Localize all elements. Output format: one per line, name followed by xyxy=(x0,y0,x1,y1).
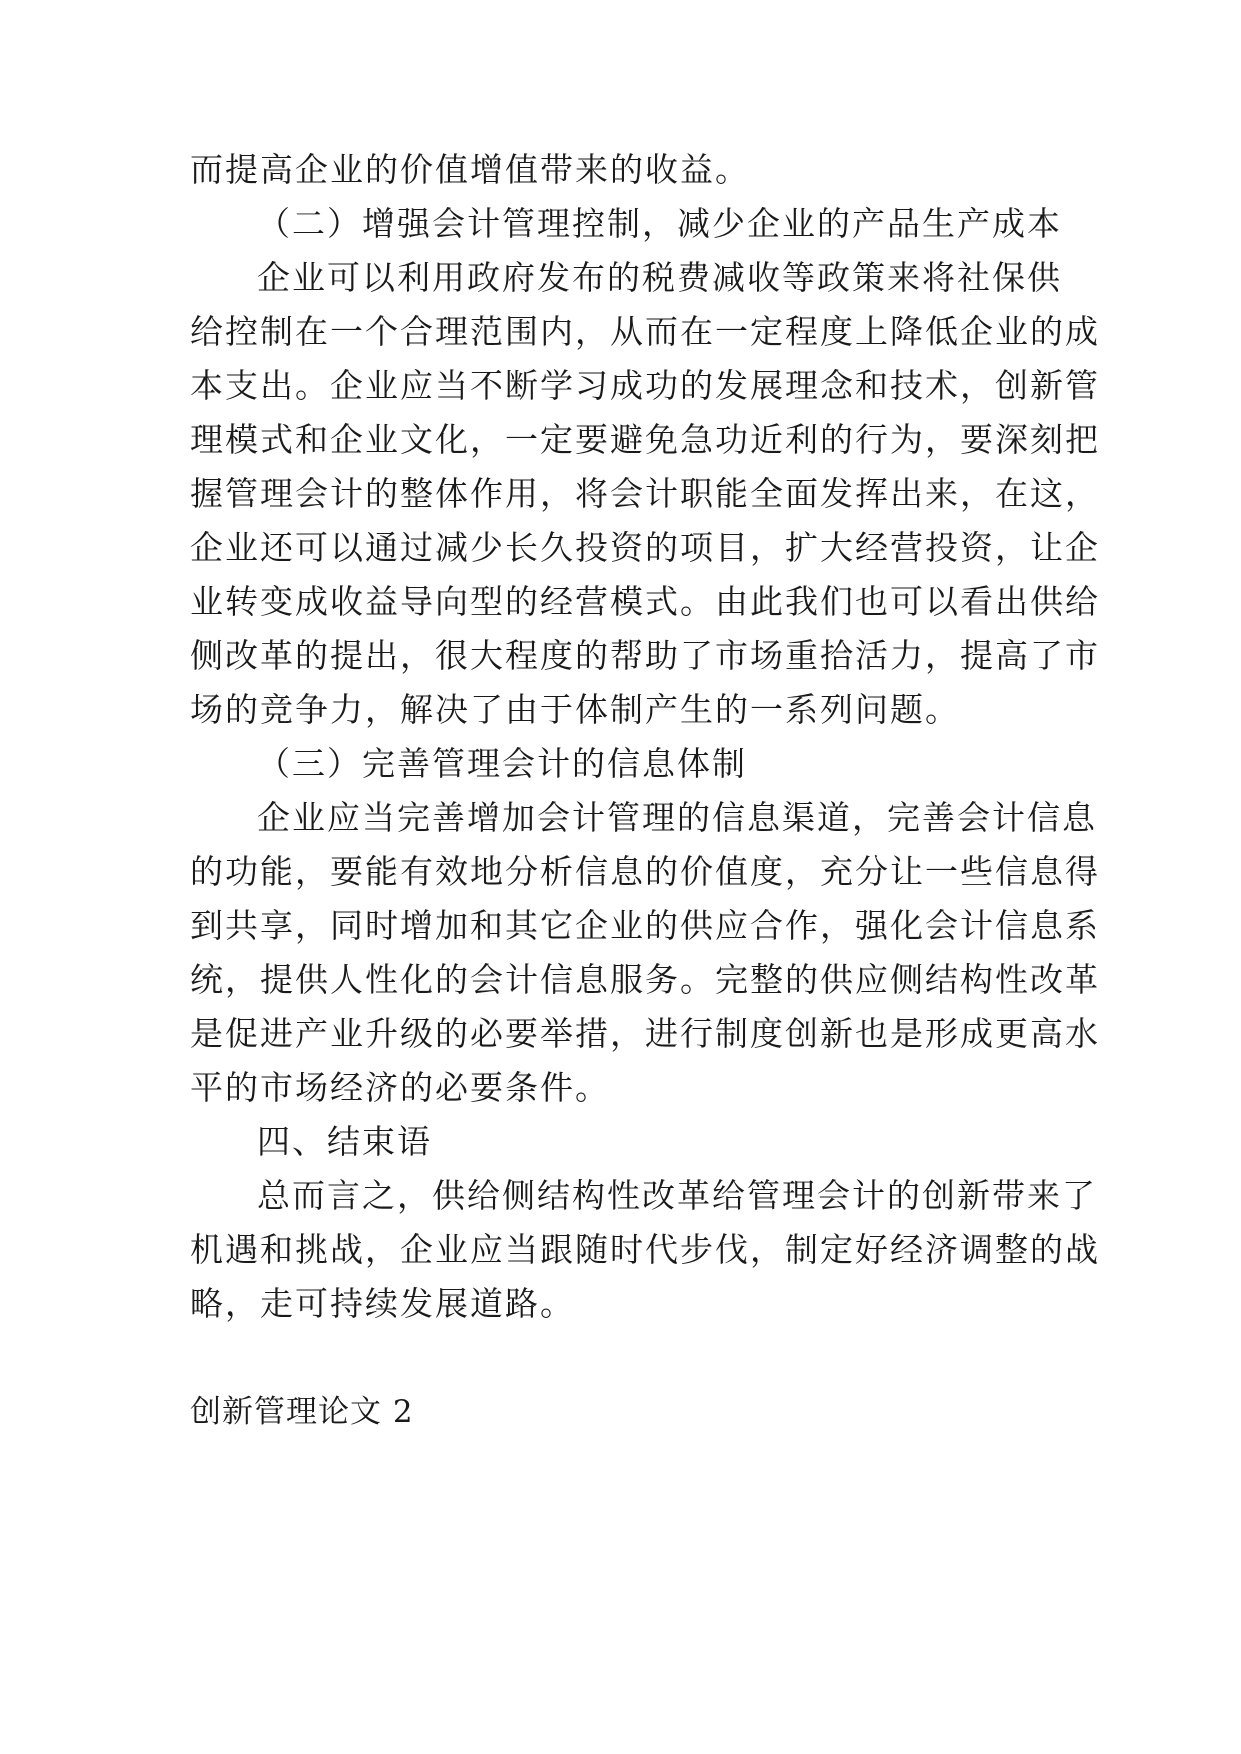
paragraph-line: 统，提供人性化的会计信息服务。完整的供应侧结构性改革 xyxy=(190,960,1100,999)
paragraph-line: 企业应当完善增加会计管理的信息渠道，完善会计信息 xyxy=(257,798,1097,837)
paragraph-line: 企业可以利用政府发布的税费减收等政策来将社保供 xyxy=(257,258,1062,297)
paragraph-line: 是促进产业升级的必要举措，进行制度创新也是形成更高水 xyxy=(190,1014,1100,1053)
paragraph-line: 理模式和企业文化，一定要避免急功近利的行为，要深刻把 xyxy=(190,420,1100,459)
paragraph-line: 握管理会计的整体作用，将会计职能全面发挥出来，在这， xyxy=(190,474,1100,513)
paragraph-line: 本支出。企业应当不断学习成功的发展理念和技术，创新管 xyxy=(190,366,1100,405)
paragraph-line: 到共享，同时增加和其它企业的供应合作，强化会计信息系 xyxy=(190,906,1100,945)
paragraph-line: 机遇和挑战，企业应当跟随时代步伐，制定好经济调整的战 xyxy=(190,1230,1100,1269)
paragraph-line: 企业还可以通过减少长久投资的项目，扩大经营投资，让企 xyxy=(190,528,1100,567)
section-heading: （三）完善管理会计的信息体制 xyxy=(257,744,747,783)
paragraph-line: 侧改革的提出，很大程度的帮助了市场重拾活力，提高了市 xyxy=(190,636,1100,675)
paragraph-line: 场的竞争力，解决了由于体制产生的一系列问题。 xyxy=(190,690,960,729)
paragraph-line: 略，走可持续发展道路。 xyxy=(190,1284,575,1323)
paragraph-line: 业转变成收益导向型的经营模式。由此我们也可以看出供给 xyxy=(190,582,1100,621)
paragraph-line: 给控制在一个合理范围内，从而在一定程度上降低企业的成 xyxy=(190,312,1100,351)
paragraph-line: 而提高企业的价值增值带来的收益。 xyxy=(190,150,750,189)
section-heading: （二）增强会计管理控制，减少企业的产品生产成本 xyxy=(257,204,1062,243)
section-heading: 四、结束语 xyxy=(257,1122,432,1161)
paragraph-line: 总而言之，供给侧结构性改革给管理会计的创新带来了 xyxy=(257,1176,1097,1215)
next-article-title: 创新管理论文 2 xyxy=(190,1394,414,1430)
paragraph-line: 的功能，要能有效地分析信息的价值度，充分让一些信息得 xyxy=(190,852,1100,891)
paragraph-line: 平的市场经济的必要条件。 xyxy=(190,1068,610,1107)
